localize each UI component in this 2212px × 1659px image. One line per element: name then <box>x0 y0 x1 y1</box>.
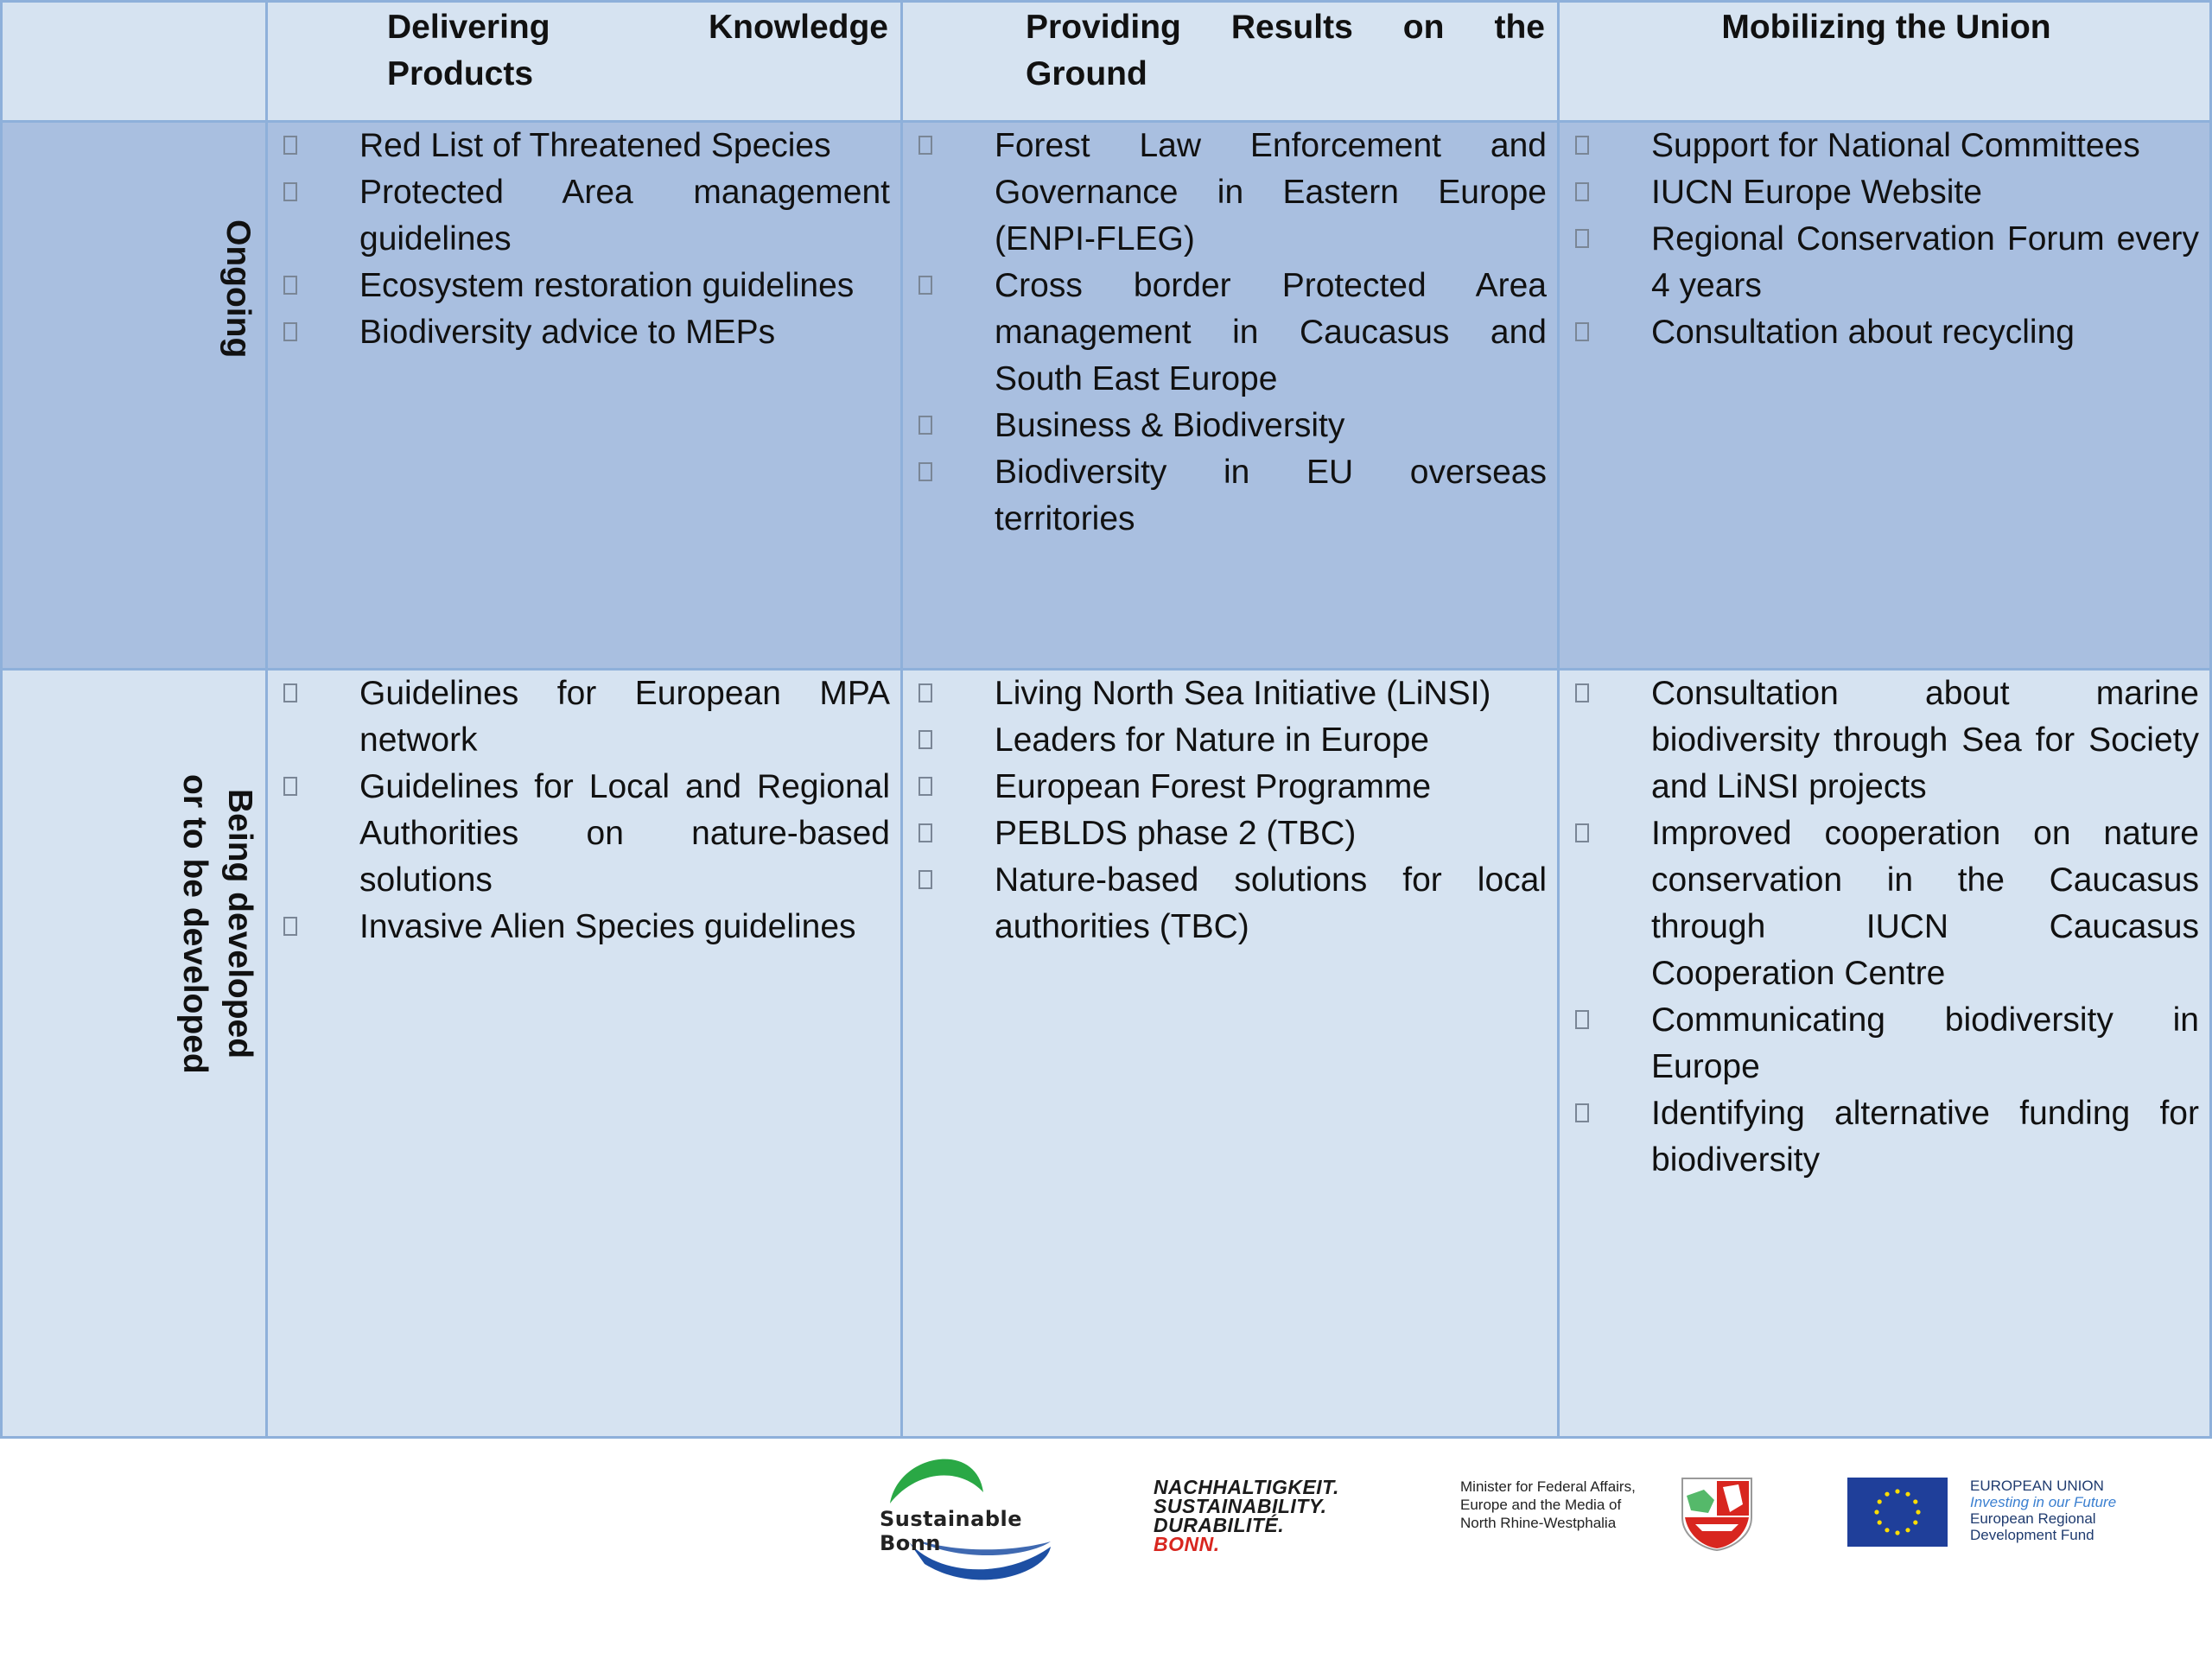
list-item-text: Ecosystem restoration guidelines <box>359 267 855 304</box>
list-item-text: Red List of Threatened Species <box>359 127 831 164</box>
list-item <box>1560 810 2209 997</box>
cell-developing-union <box>1560 671 2212 1439</box>
cell-ongoing-results <box>903 123 1560 671</box>
list-item-text: Support for National Committees <box>1651 127 2140 164</box>
logo-line: SUSTAINABILITY. <box>1154 1495 1327 1517</box>
list-item <box>903 717 1557 764</box>
list-item <box>268 904 900 950</box>
list-item <box>268 671 900 764</box>
checkbox-bullet-icon <box>1575 683 1589 702</box>
row-label: Ongoing <box>219 219 257 359</box>
list-item-text: Nature-based solutions for local authorities (TBC) <box>995 861 1547 945</box>
checkbox-bullet-icon <box>918 462 932 481</box>
checkbox-bullet-icon <box>918 416 932 435</box>
sustainable-bonn-text: Sustainable Bonn <box>880 1507 1023 1555</box>
list-item-text: Biodiversity advice to MEPs <box>359 314 776 351</box>
list-item-text: Communicating biodiversity in Europe <box>1651 1001 2199 1085</box>
checkbox-bullet-icon <box>918 730 932 749</box>
list-item <box>903 857 1557 950</box>
nrw-text: Minister for Federal Affairs, Europe and the Media of North Rhine-Westphalia <box>1460 1478 1636 1531</box>
checkbox-bullet-icon <box>283 136 297 155</box>
list-item-text: Identifying alternative funding for biodiversity <box>1651 1095 2199 1179</box>
column-heading: Providing Results on the Ground <box>1026 9 1545 92</box>
list-item-text: Consultation about marine biodiversity through Sea for Society and LiNSI projects <box>1651 675 2199 805</box>
sustainability-bonn-logo <box>1154 1478 1378 1573</box>
list-item <box>1560 671 2209 810</box>
list-item-text: Cross border Protected Area management in Caucasus and South East Europe <box>995 267 1547 397</box>
bullet-list <box>903 123 1557 543</box>
list-item-text: European Forest Programme <box>995 768 1432 805</box>
list-item-text: Guidelines for Local and Regional Authorities on nature-based solutions <box>359 768 890 899</box>
sustainable-bonn-logo <box>873 1445 1063 1587</box>
logo-line: NACHHALTIGKEIT. <box>1154 1476 1339 1498</box>
bullet-list <box>268 671 900 950</box>
column-heading: Mobilizing the Union <box>1721 9 2051 46</box>
row-header-ongoing <box>0 123 268 671</box>
logo-line: BONN. <box>1154 1533 1220 1555</box>
checkbox-bullet-icon <box>918 276 932 295</box>
checkbox-bullet-icon <box>283 777 297 796</box>
eu-logo <box>1847 1478 2158 1555</box>
cell-ongoing-union <box>1560 123 2212 671</box>
checkbox-bullet-icon <box>918 870 932 889</box>
list-item-text: Regional Conservation Forum every 4 years <box>1651 220 2199 304</box>
list-item-text: IUCN Europe Website <box>1651 174 1982 211</box>
bullet-list <box>268 123 900 356</box>
list-item-text: Guidelines for European MPA network <box>359 675 890 759</box>
corner-cell <box>0 0 268 123</box>
list-item <box>1560 1090 2209 1184</box>
checkbox-bullet-icon <box>918 777 932 796</box>
nrw-coat-of-arms-icon <box>1678 1474 1756 1552</box>
list-item <box>268 169 900 263</box>
checkbox-bullet-icon <box>1575 229 1589 248</box>
column-heading: Delivering Knowledge Products <box>387 9 888 92</box>
eu-flag-icon <box>1847 1478 1948 1547</box>
list-item-text: Living North Sea Initiative (LiNSI) <box>995 675 1491 712</box>
list-item-text: Business & Biodiversity <box>995 407 1345 444</box>
row-label: Being developed or to be developed <box>176 774 258 1074</box>
checkbox-bullet-icon <box>918 683 932 702</box>
list-item <box>1560 309 2209 356</box>
list-item <box>1560 169 2209 216</box>
column-header-results <box>903 0 1560 123</box>
list-item <box>903 810 1557 857</box>
checkbox-bullet-icon <box>283 322 297 341</box>
list-item <box>903 449 1557 543</box>
column-header-knowledge <box>268 0 903 123</box>
cell-developing-results <box>903 671 1560 1439</box>
bullet-list <box>1560 671 2209 1184</box>
checkbox-bullet-icon <box>1575 136 1589 155</box>
list-item <box>1560 216 2209 309</box>
checkbox-bullet-icon <box>1575 823 1589 842</box>
list-item <box>903 123 1557 263</box>
list-item <box>903 671 1557 717</box>
list-item <box>268 123 900 169</box>
list-item <box>1560 997 2209 1090</box>
list-item <box>903 403 1557 449</box>
cell-developing-knowledge <box>268 671 903 1439</box>
eu-text: EUROPEAN UNION Investing in our Future European Regional Development Fund <box>1970 1478 2117 1543</box>
list-item-text: PEBLDS phase 2 (TBC) <box>995 815 1357 852</box>
list-item-text: Invasive Alien Species guidelines <box>359 908 856 945</box>
checkbox-bullet-icon <box>283 917 297 936</box>
list-item <box>268 263 900 309</box>
logo-line: DURABILITÉ. <box>1154 1514 1285 1536</box>
checkbox-bullet-icon <box>1575 1103 1589 1122</box>
list-item <box>268 309 900 356</box>
cell-ongoing-knowledge <box>268 123 903 671</box>
list-item <box>1560 123 2209 169</box>
list-item-text: Improved cooperation on nature conservation in the Caucasus through IUCN Caucasus Cooperation Centre <box>1651 815 2199 992</box>
list-item <box>903 263 1557 403</box>
checkbox-bullet-icon <box>1575 322 1589 341</box>
list-item <box>268 764 900 904</box>
nrw-ministry-logo <box>1460 1474 1758 1560</box>
checkbox-bullet-icon <box>283 182 297 201</box>
checkbox-bullet-icon <box>1575 1010 1589 1029</box>
list-item-text: Biodiversity in EU overseas territories <box>995 454 1547 537</box>
list-item-text: Leaders for Nature in Europe <box>995 721 1429 759</box>
checkbox-bullet-icon <box>1575 182 1589 201</box>
row-header-developing <box>0 671 268 1439</box>
checkbox-bullet-icon <box>283 276 297 295</box>
bullet-list <box>1560 123 2209 356</box>
list-item-text: Consultation about recycling <box>1651 314 2075 351</box>
checkbox-bullet-icon <box>918 823 932 842</box>
list-item-text: Forest Law Enforcement and Governance in Eastern Europe (ENPI-FLEG) <box>995 127 1547 257</box>
column-header-union <box>1560 0 2212 123</box>
checkbox-bullet-icon <box>283 683 297 702</box>
list-item-text: Protected Area management guidelines <box>359 174 890 257</box>
list-item <box>903 764 1557 810</box>
checkbox-bullet-icon <box>918 136 932 155</box>
bullet-list <box>903 671 1557 950</box>
